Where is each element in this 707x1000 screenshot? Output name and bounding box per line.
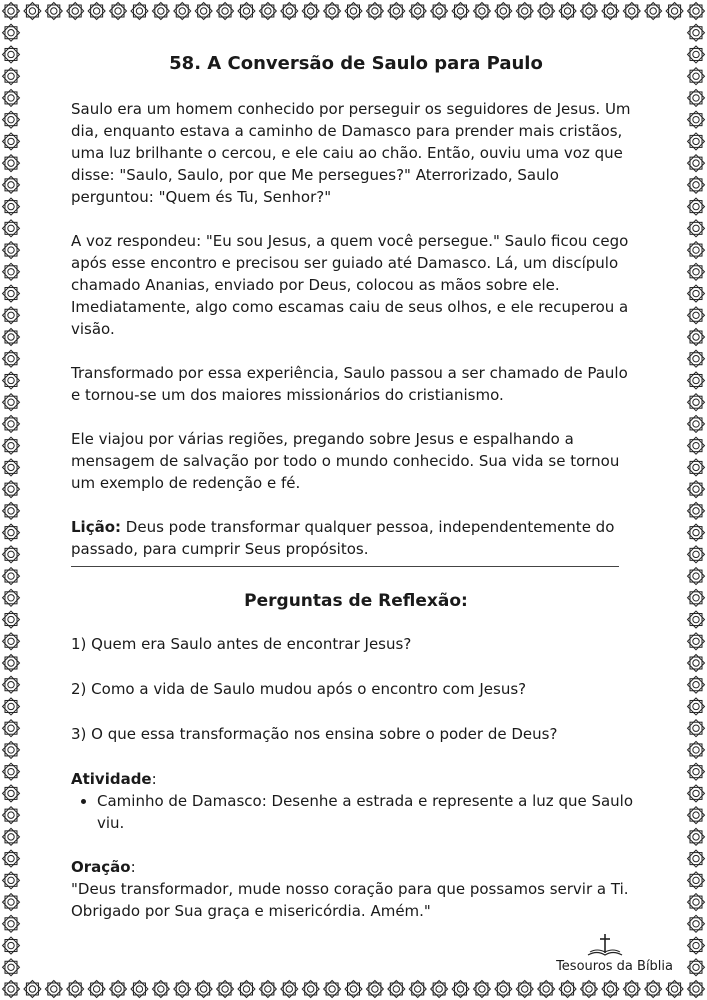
border-ornament bbox=[688, 894, 705, 911]
border-ornament bbox=[688, 198, 705, 215]
border-ornament bbox=[3, 111, 20, 128]
border-ornament bbox=[3, 285, 20, 302]
prayer-colon: : bbox=[130, 858, 136, 876]
border-ornament bbox=[688, 481, 705, 498]
border-ornament bbox=[688, 828, 705, 845]
border-ornament bbox=[131, 3, 148, 20]
border-ornament bbox=[3, 937, 20, 954]
border-ornament bbox=[3, 894, 20, 911]
border-ornament bbox=[88, 981, 105, 998]
border-ornament bbox=[3, 307, 20, 324]
border-ornament bbox=[3, 350, 20, 367]
border-ornament bbox=[3, 24, 20, 41]
border-ornament bbox=[473, 3, 490, 20]
border-ornament bbox=[3, 68, 20, 85]
border-ornament bbox=[259, 981, 276, 998]
border-ornament bbox=[3, 220, 20, 237]
border-ornament bbox=[3, 155, 20, 172]
border-ornament bbox=[645, 3, 662, 20]
border-ornament bbox=[3, 807, 20, 824]
border-ornament bbox=[3, 633, 20, 650]
activity-colon: : bbox=[151, 770, 157, 788]
border-ornament bbox=[602, 3, 619, 20]
border-ornament bbox=[238, 981, 255, 998]
border-ornament bbox=[3, 329, 20, 346]
prayer-heading bbox=[71, 856, 641, 878]
border-ornament bbox=[24, 3, 41, 20]
border-ornament bbox=[688, 155, 705, 172]
border-ornament bbox=[688, 459, 705, 476]
border-ornament bbox=[688, 133, 705, 150]
border-ornament bbox=[110, 3, 127, 20]
border-ornament bbox=[174, 981, 191, 998]
border-ornament bbox=[3, 655, 20, 672]
border-ornament bbox=[388, 981, 405, 998]
border-ornament bbox=[688, 981, 705, 998]
border-ornament bbox=[666, 981, 683, 998]
border-ornament bbox=[3, 481, 20, 498]
brand-logo bbox=[533, 933, 673, 975]
border-ornament bbox=[688, 872, 705, 889]
border-ornament bbox=[3, 959, 20, 976]
border-ornament bbox=[3, 176, 20, 193]
border-ornament bbox=[3, 3, 20, 20]
border-ornament bbox=[688, 176, 705, 193]
border-ornament bbox=[366, 3, 383, 20]
border-ornament bbox=[67, 3, 84, 20]
border-ornament bbox=[495, 981, 512, 998]
border-ornament bbox=[195, 981, 212, 998]
border-ornament bbox=[3, 850, 20, 867]
prayer-line-2: Obrigado por Sua graça e misericórdia. Amém." bbox=[71, 902, 431, 920]
border-ornament bbox=[688, 785, 705, 802]
border-ornament bbox=[110, 981, 127, 998]
border-ornament bbox=[3, 828, 20, 845]
border-ornament bbox=[666, 3, 683, 20]
border-ornament bbox=[623, 3, 640, 20]
border-ornament bbox=[688, 350, 705, 367]
cross-bible-icon bbox=[585, 933, 625, 959]
border-ornament bbox=[688, 307, 705, 324]
border-ornament bbox=[324, 981, 341, 998]
border-ornament bbox=[688, 242, 705, 259]
border-ornament bbox=[3, 785, 20, 802]
border-ornament bbox=[688, 220, 705, 237]
border-ornament bbox=[3, 198, 20, 215]
reflection-question-2: 2) Como a vida de Saulo mudou após o encontro com Jesus? bbox=[71, 680, 527, 698]
border-ornament bbox=[688, 437, 705, 454]
border-ornament bbox=[3, 242, 20, 259]
brand-name: Tesouros da Bíblia bbox=[556, 959, 673, 974]
page-content bbox=[71, 52, 641, 922]
border-ornament bbox=[45, 3, 62, 20]
border-ornament bbox=[602, 981, 619, 998]
border-ornament bbox=[688, 524, 705, 541]
border-ornament bbox=[688, 655, 705, 672]
border-ornament bbox=[3, 981, 20, 998]
border-ornament bbox=[559, 981, 576, 998]
border-ornament bbox=[688, 915, 705, 932]
border-ornament bbox=[3, 524, 20, 541]
border-ornament bbox=[324, 3, 341, 20]
border-ornament bbox=[3, 502, 20, 519]
border-ornament bbox=[580, 3, 597, 20]
border-ornament bbox=[3, 89, 20, 106]
activity-label: Atividade bbox=[71, 770, 152, 788]
border-ornament bbox=[3, 589, 20, 606]
border-ornament bbox=[688, 111, 705, 128]
border-ornament bbox=[238, 3, 255, 20]
border-ornament bbox=[3, 46, 20, 63]
border-ornament bbox=[688, 698, 705, 715]
border-ornament bbox=[516, 3, 533, 20]
border-ornament bbox=[3, 676, 20, 693]
border-ornament bbox=[688, 633, 705, 650]
border-ornament bbox=[3, 394, 20, 411]
story-paragraph-3: Transformado por essa experiência, Saulo passou a ser chamado de Paulo e tornou-se um dos maiores missionários do cristianismo. bbox=[71, 364, 628, 404]
border-ornament bbox=[688, 3, 705, 20]
border-ornament bbox=[688, 89, 705, 106]
border-ornament bbox=[688, 24, 705, 41]
border-ornament bbox=[688, 763, 705, 780]
border-ornament bbox=[688, 676, 705, 693]
border-ornament bbox=[302, 981, 319, 998]
border-ornament bbox=[3, 568, 20, 585]
activity-heading bbox=[71, 768, 641, 790]
border-ornament bbox=[688, 415, 705, 432]
border-ornament bbox=[3, 611, 20, 628]
border-ornament bbox=[538, 981, 555, 998]
activity-list bbox=[71, 790, 641, 834]
border-ornament bbox=[3, 133, 20, 150]
border-ornament bbox=[217, 3, 234, 20]
border-ornament bbox=[688, 329, 705, 346]
border-ornament bbox=[431, 3, 448, 20]
border-ornament bbox=[688, 568, 705, 585]
border-ornament bbox=[688, 263, 705, 280]
border-ornament bbox=[688, 68, 705, 85]
border-ornament bbox=[88, 3, 105, 20]
border-ornament bbox=[345, 981, 362, 998]
border-ornament bbox=[366, 981, 383, 998]
border-ornament bbox=[3, 872, 20, 889]
border-ornament bbox=[217, 981, 234, 998]
reflection-question-3: 3) O que essa transformação nos ensina sobre o poder de Deus? bbox=[71, 725, 558, 743]
border-ornament bbox=[131, 981, 148, 998]
border-ornament bbox=[688, 502, 705, 519]
border-ornament bbox=[302, 3, 319, 20]
border-ornament bbox=[495, 3, 512, 20]
reflection-question-1: 1) Quem era Saulo antes de encontrar Jesus? bbox=[71, 635, 412, 653]
border-ornament bbox=[452, 981, 469, 998]
divider bbox=[71, 566, 619, 567]
border-ornament bbox=[431, 981, 448, 998]
border-ornament bbox=[688, 46, 705, 63]
border-ornament bbox=[281, 3, 298, 20]
border-ornament bbox=[452, 3, 469, 20]
border-ornament bbox=[688, 372, 705, 389]
border-ornament bbox=[688, 720, 705, 737]
border-ornament bbox=[3, 720, 20, 737]
border-ornament bbox=[688, 807, 705, 824]
border-ornament bbox=[688, 959, 705, 976]
border-ornament bbox=[281, 981, 298, 998]
lesson-text: Deus pode transformar qualquer pessoa, independentemente do passado, para cumprir Seus propósitos. bbox=[71, 518, 615, 558]
border-ornament bbox=[3, 459, 20, 476]
border-ornament bbox=[688, 394, 705, 411]
border-ornament bbox=[3, 415, 20, 432]
border-ornament bbox=[24, 981, 41, 998]
border-ornament bbox=[174, 3, 191, 20]
border-ornament bbox=[3, 437, 20, 454]
border-ornament bbox=[152, 3, 169, 20]
border-ornament bbox=[345, 3, 362, 20]
border-ornament bbox=[152, 981, 169, 998]
border-ornament bbox=[688, 937, 705, 954]
border-ornament bbox=[3, 763, 20, 780]
border-ornament bbox=[3, 546, 20, 563]
border-ornament bbox=[645, 981, 662, 998]
prayer-line-1: "Deus transformador, mude nosso coração para que possamos servir a Ti. bbox=[71, 880, 629, 898]
border-ornament bbox=[3, 698, 20, 715]
border-ornament bbox=[688, 285, 705, 302]
story-paragraph-2: A voz respondeu: "Eu sou Jesus, a quem você persegue." Saulo ficou cego após esse encontro e precisou ser guiado até Damasco. Lá, um discípulo chamado Ananias, enviado por Deus, colocou as mãos sobre ele. Imediatamente, algo como escamas caiu de seus olhos, e ele recuperou a visão. bbox=[71, 232, 629, 338]
story-paragraph-1: Saulo era um homem conhecido por perseguir os seguidores de Jesus. Um dia, enquanto estava a caminho de Damasco para prender mais cristãos, uma luz brilhante o cercou, e ele caiu ao chão. Então, ouviu uma voz que disse: "Saulo, Saulo, por que Me persegues?" Aterrorizado, Saulo perguntou: "Quem és Tu, Senhor?" bbox=[71, 100, 631, 206]
reflection-heading: Perguntas de Reflexão: bbox=[244, 591, 468, 611]
border-ornament bbox=[388, 3, 405, 20]
lesson-label: Lição: bbox=[71, 518, 122, 536]
border-ornament bbox=[580, 981, 597, 998]
border-ornament bbox=[45, 981, 62, 998]
border-ornament bbox=[3, 263, 20, 280]
border-ornament bbox=[538, 3, 555, 20]
border-ornament bbox=[3, 741, 20, 758]
border-ornament bbox=[688, 741, 705, 758]
story-paragraph-4: Ele viajou por várias regiões, pregando sobre Jesus e espalhando a mensagem de salvação por todo o mundo conhecido. Sua vida se tornou um exemplo de redenção e fé. bbox=[71, 430, 620, 492]
lesson-paragraph bbox=[71, 516, 641, 560]
border-ornament bbox=[559, 3, 576, 20]
border-ornament bbox=[3, 372, 20, 389]
border-ornament bbox=[688, 611, 705, 628]
border-ornament bbox=[409, 981, 426, 998]
page-title: 58. A Conversão de Saulo para Paulo bbox=[169, 53, 543, 74]
border-ornament bbox=[516, 981, 533, 998]
border-ornament bbox=[195, 3, 212, 20]
border-ornament bbox=[623, 981, 640, 998]
border-ornament bbox=[259, 3, 276, 20]
border-ornament bbox=[688, 546, 705, 563]
activity-item: • Caminho de Damasco: Desenhe a estrada e represente a luz que Saulo viu. bbox=[97, 790, 641, 834]
border-ornament bbox=[688, 850, 705, 867]
prayer-label: Oração bbox=[71, 858, 131, 876]
border-ornament bbox=[3, 915, 20, 932]
border-ornament bbox=[409, 3, 426, 20]
border-ornament bbox=[67, 981, 84, 998]
border-ornament bbox=[688, 589, 705, 606]
border-ornament bbox=[473, 981, 490, 998]
